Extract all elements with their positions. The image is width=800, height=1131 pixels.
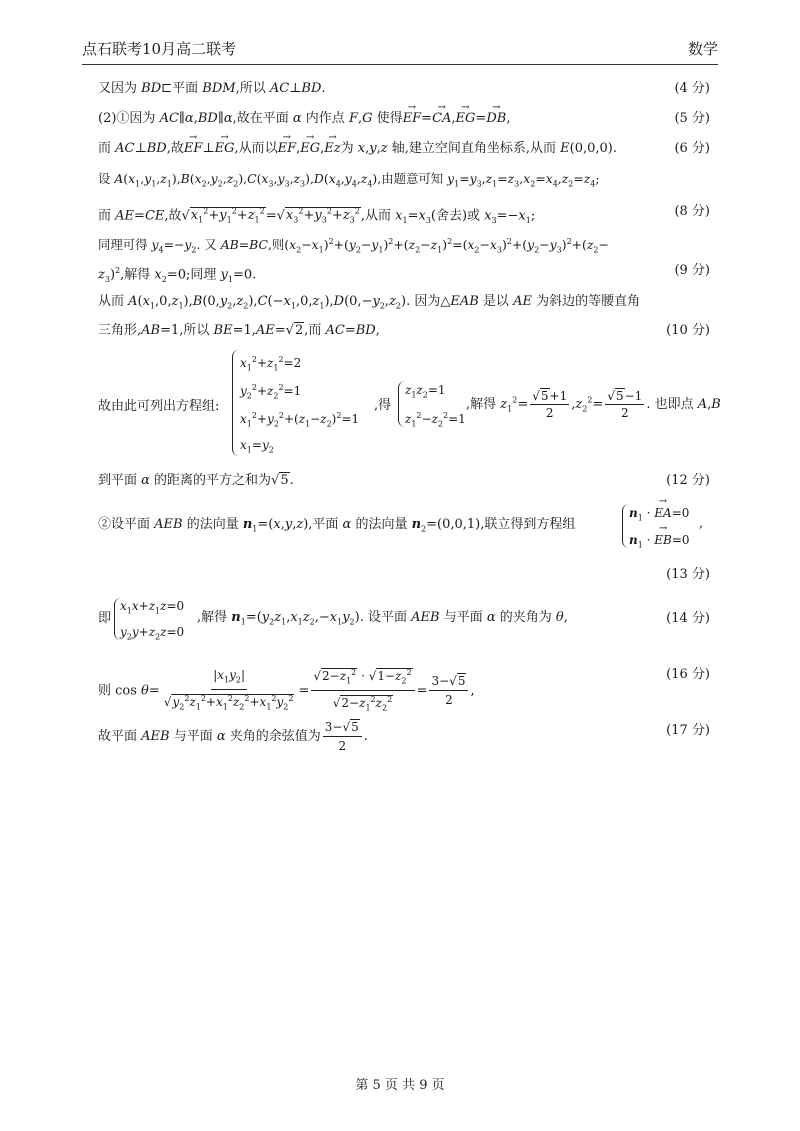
equation: $y_2y+z_2z=0$	[120, 625, 185, 642]
text-line: 故由此可列出方程组:	[98, 399, 220, 414]
score: (17 分)	[666, 723, 710, 738]
equation: $x_1^2+y_2^2+(z_1-z_2)^2=1$	[240, 411, 360, 429]
equation: $x_1x+z_1z=0$	[120, 599, 185, 616]
equation: $n_1$ · → EA=0	[629, 505, 689, 526]
left-brace	[232, 350, 239, 456]
text-line: 则 cos θ= $\frac{|x_1y_2|}{√y_2^2z_1^2+x_1^2z_2^2+x_1^2y_2^2}$ = $\frac{√2-z_1^2 \cdot √1-z_2^2}{√2-z_1^2z_2^2}$ = $\frac{3-√5}{2}$ ,	[98, 664, 710, 718]
score: (14 分)	[666, 611, 710, 626]
equation: $x_1^2+z_1^2=2$	[240, 355, 302, 373]
text-line: ,解得 $z_1^2=$ $\frac{√5+1}{2}$ $,z_2^2=$ $\frac{√5-1}{2}$ . 也即点 A,B	[466, 389, 721, 420]
left-brace	[622, 504, 629, 548]
text-line: ,得	[374, 398, 392, 413]
text-line: 即	[98, 611, 112, 626]
equation: $z_1z_2=1$	[405, 383, 446, 400]
text-line: 而 AE=CE,故$√x_1^2+y_1^2+z_1^2=√x_3^2+y_3^2+z_3^2$,从而 $x_1=x_3$(舍去)或 $x_3=-x_1$;	[98, 207, 536, 225]
left-brace	[398, 381, 405, 427]
text-line: 同理可得 $y_4=-y_2$. 又 AB=BC,则$(x_2-x_1)^2+(y_2-y_1)^2+(z_2-z_1)^2=(x_2-x_3)^2+(y_2-y_3)^2+(z_2-$	[98, 237, 609, 255]
text-line: ,解得 $n_1=(y_2z_1,x_1z_2,-x_1y_2)$. 设平面 AEB 与平面 α 的夹角为 θ,	[197, 610, 568, 627]
page-header	[82, 36, 718, 65]
score: (9 分)	[674, 263, 710, 278]
text-line: 又因为 BD⊏平面 BDM,所以 AC⊥BD.	[98, 81, 326, 96]
text-line: (2)①因为 AC∥α,BD∥α,故在平面 α 内作点 F,G 使得→ EF=→ CA,→ EG=→ DB,	[98, 110, 710, 128]
score: (10 分)	[666, 323, 710, 338]
equation: $y_2^2+z_2^2=1$	[240, 383, 302, 401]
score: (6 分)	[674, 141, 710, 156]
text-line: 设 $A(x_1,y_1,z_1),B(x_2,y_2,z_2),C(x_3,y_3,z_3),D(x_4,y_4,z_4)$,由题意可知 $y_1=y_3,z_1=z_3,x_2=x_4,z_2=z_4$;	[98, 171, 600, 189]
text-line: 从而 $A(x_1,0,z_1),B(0,y_2,z_2),C(-x_1,0,z_1),D(0,-y_2,z_2)$. 因为△EAB 是以 AE 为斜边的等腰直角	[98, 294, 641, 311]
text-line: 而 AC⊥BD,故→ EF⊥→ EG,从而以→ EF,→ EG,→ Ez为 x,y,z 轴,建立空间直角坐标系,从而 E(0,0,0).	[98, 140, 710, 158]
subject-label: 数学	[687, 40, 718, 58]
score: (5 分)	[674, 111, 710, 126]
score: (8 分)	[674, 204, 710, 219]
score: (13 分)	[666, 567, 710, 582]
text-line: $z_3)^2$,解得 $x_2=0$;同理 $y_1=0$.	[98, 266, 257, 284]
text-line: ②设平面 AEB 的法向量 $n_1=(x,y,z)$,平面 α 的法向量 $n_2=(0,0,1)$,联立得到方程组	[98, 517, 576, 534]
text-line: 三角形,AB=1,所以 BE=1,AE=√2,而 AC=BD,	[98, 323, 380, 338]
exam-title: 点石联考10月高二联考	[82, 40, 237, 58]
text-line: ,	[699, 516, 704, 531]
text-line: 故平面 AEB 与平面 α 夹角的余弦值为 $\frac{3-√5}{2}$ .	[98, 720, 368, 753]
equation: $n_1$ · → EB=0	[629, 532, 690, 553]
text-line: 到平面 α 的距离的平方之和为√5.	[98, 473, 294, 488]
equation: $z_1^2-z_2^2=1$	[405, 411, 466, 429]
equation: $x_1=y_2$	[240, 438, 274, 455]
score: (4 分)	[674, 81, 710, 96]
page-number: 第 5 页 共 9 页	[355, 1078, 445, 1093]
score: (12 分)	[666, 473, 710, 488]
score: (16 分)	[666, 667, 710, 682]
